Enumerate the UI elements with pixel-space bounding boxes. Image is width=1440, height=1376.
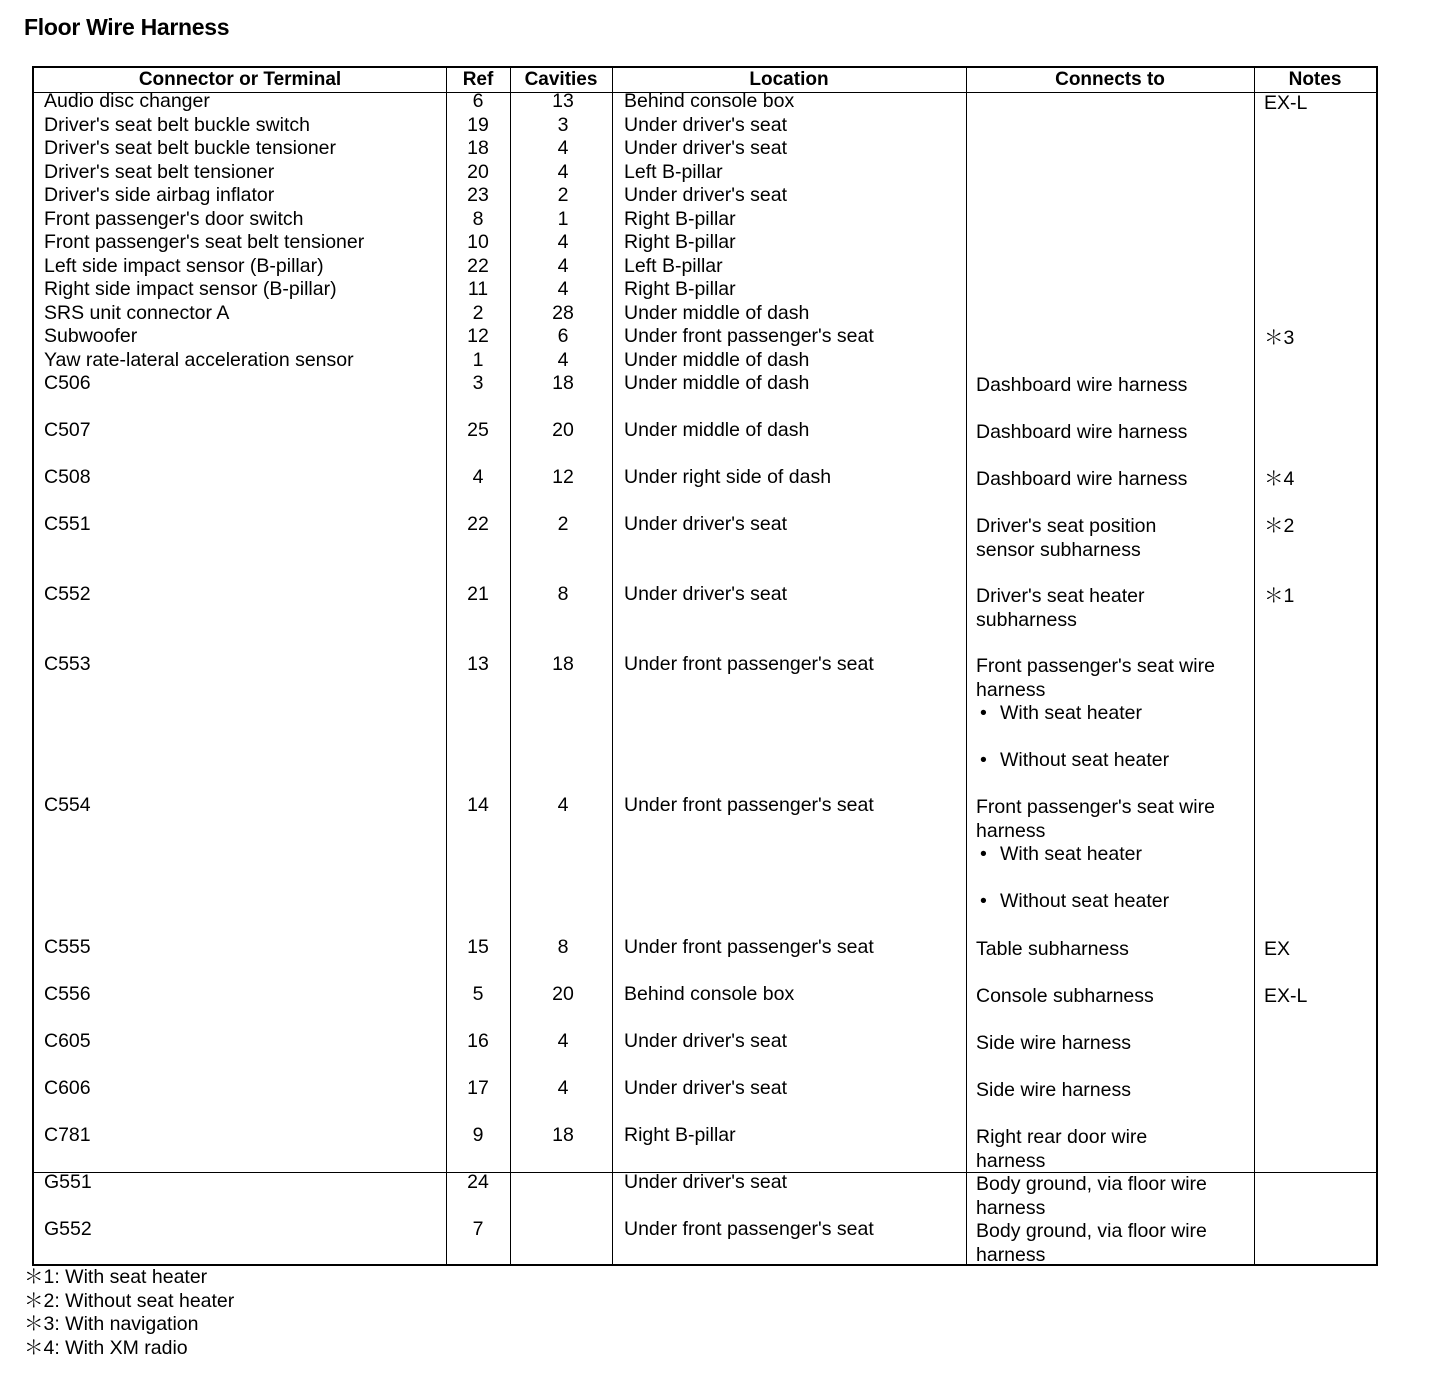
ref-number: 14 <box>467 794 489 816</box>
cavities-count: 4 <box>557 1077 569 1099</box>
connects-to: Body ground, via floor wire <box>976 1220 1207 1242</box>
location: Under front passenger's seat <box>624 325 874 347</box>
location: Under driver's seat <box>624 113 788 136</box>
connects-to: Front passenger's seat wire <box>976 796 1215 818</box>
ref-number: 18 <box>467 137 489 159</box>
bullet-with-seat-heater: With seat heater <box>1000 843 1142 865</box>
page-title: Floor Wire Harness <box>24 14 230 40</box>
location: Under driver's seat <box>624 137 788 159</box>
location: Under driver's seat <box>624 513 788 535</box>
location: Under middle of dash <box>624 419 810 441</box>
ref-number: 8 <box>472 207 484 230</box>
ref-number: 10 <box>467 231 489 253</box>
cavities-count: 1 <box>557 207 569 230</box>
header-cavities: Cavities <box>524 69 598 90</box>
ref-number: 15 <box>467 936 489 958</box>
cavities-count: 4 <box>557 254 569 277</box>
cavities-count: 18 <box>552 372 574 394</box>
connector-name: Subwoofer <box>44 325 138 347</box>
ref-number: 17 <box>467 1077 489 1099</box>
connects-to: Front passenger's seat wire <box>976 655 1215 677</box>
ref-number: 2 <box>472 301 484 324</box>
connects-to-line2: subharness <box>976 608 1077 631</box>
note: ＊3 <box>1264 327 1295 349</box>
ref-number: 16 <box>467 1030 489 1052</box>
location: Under driver's seat <box>624 184 788 206</box>
location: Left B-pillar <box>624 160 723 183</box>
header-location: Location <box>749 69 829 90</box>
connector-name: G551 <box>44 1171 92 1193</box>
ref-number: 1 <box>472 348 484 371</box>
cavities-count: 4 <box>557 348 569 371</box>
location: Right B-pillar <box>624 278 736 300</box>
connector-name: Audio disc changer <box>44 90 210 112</box>
connects-to: Side wire harness <box>976 1079 1131 1101</box>
connector-name: C508 <box>44 466 91 488</box>
ref-number: 21 <box>467 583 489 605</box>
cavities-count: 2 <box>557 513 569 535</box>
note: EX-L <box>1264 985 1308 1007</box>
note: EX <box>1264 938 1291 960</box>
bullet-icon: • <box>980 843 987 865</box>
note: ＊4 <box>1264 468 1295 490</box>
connector-name: C553 <box>44 653 91 675</box>
cavities-count: 4 <box>557 160 569 183</box>
connects-to-line2: harness <box>976 1243 1046 1266</box>
location: Behind console box <box>624 983 795 1005</box>
connects-to: Dashboard wire harness <box>976 374 1188 396</box>
connects-to: Console subharness <box>976 985 1154 1007</box>
connects-to: Driver's seat heater <box>976 585 1145 607</box>
connector-name: G552 <box>44 1218 92 1240</box>
connector-name: Right side impact sensor (B-pillar) <box>44 278 337 300</box>
cavities-count: 20 <box>552 983 574 1005</box>
header-notes: Notes <box>1288 69 1342 90</box>
connector-name: C556 <box>44 983 91 1005</box>
connects-to: Body ground, via floor wire <box>976 1173 1207 1195</box>
connects-to-line2: sensor subharness <box>976 538 1141 561</box>
ref-number: 9 <box>472 1124 484 1146</box>
location: Under front passenger's seat <box>624 936 874 958</box>
cavities-count: 18 <box>552 1124 574 1146</box>
bullet-without-seat-heater: Without seat heater <box>1000 890 1170 912</box>
header-connects-to: Connects to <box>1055 69 1165 90</box>
ref-number: 7 <box>472 1218 484 1240</box>
location: Under middle of dash <box>624 348 810 371</box>
cavities-count: 6 <box>557 325 569 347</box>
location: Under driver's seat <box>624 1030 788 1052</box>
connector-name: C606 <box>44 1077 91 1099</box>
connector-name: C554 <box>44 794 91 816</box>
header-ref: Ref <box>462 69 494 90</box>
column-divider <box>510 68 511 1264</box>
location: Under front passenger's seat <box>624 794 874 816</box>
footnote: ＊3: With navigation <box>24 1313 199 1335</box>
location: Under middle of dash <box>624 372 810 394</box>
location: Under driver's seat <box>624 1171 788 1193</box>
connects-to: Dashboard wire harness <box>976 421 1188 443</box>
ref-number: 12 <box>467 325 489 347</box>
ref-number: 24 <box>467 1171 489 1193</box>
connector-name: C506 <box>44 372 91 394</box>
harness-table <box>32 66 1378 1266</box>
cavities-count: 4 <box>557 137 569 159</box>
connects-to-line2: harness <box>976 1196 1046 1219</box>
connector-name: Driver's side airbag inflator <box>44 184 275 206</box>
ref-number: 20 <box>467 160 489 183</box>
column-divider <box>966 68 967 1264</box>
cavities-count: 12 <box>552 466 574 488</box>
connector-name: C555 <box>44 936 91 958</box>
connects-to: Right rear door wire <box>976 1126 1148 1148</box>
location: Left B-pillar <box>624 254 723 277</box>
bullet-icon: • <box>980 749 987 771</box>
connects-to: Table subharness <box>976 938 1129 960</box>
ref-number: 4 <box>472 466 484 488</box>
cavities-count: 4 <box>557 1030 569 1052</box>
connects-to-line2: harness <box>976 678 1046 701</box>
location: Right B-pillar <box>624 207 736 230</box>
location: Under driver's seat <box>624 583 788 605</box>
connector-name: Front passenger's seat belt tensioner <box>44 231 365 253</box>
location: Behind console box <box>624 90 795 112</box>
ref-number: 23 <box>467 184 489 206</box>
location: Under driver's seat <box>624 1077 788 1099</box>
ref-number: 5 <box>472 983 484 1005</box>
connector-name: Front passenger's door switch <box>44 207 304 230</box>
ref-number: 13 <box>467 653 489 675</box>
cavities-count: 4 <box>557 794 569 816</box>
bullet-icon: • <box>980 890 987 912</box>
cavities-count: 2 <box>557 184 569 206</box>
note: EX-L <box>1264 92 1308 114</box>
ref-number: 11 <box>467 278 489 300</box>
connector-name: Driver's seat belt buckle tensioner <box>44 137 337 159</box>
connects-to-line2: harness <box>976 819 1046 842</box>
location: Under front passenger's seat <box>624 653 874 675</box>
ref-number: 22 <box>467 513 489 535</box>
bullet-with-seat-heater: With seat heater <box>1000 702 1142 724</box>
location: Right B-pillar <box>624 1124 736 1146</box>
connector-name: Driver's seat belt tensioner <box>44 160 275 183</box>
connector-name: Driver's seat belt buckle switch <box>44 113 310 136</box>
cavities-count: 4 <box>557 231 569 253</box>
connector-name: Left side impact sensor (B-pillar) <box>44 254 324 277</box>
cavities-count: 13 <box>552 90 574 112</box>
connector-name: C552 <box>44 583 91 605</box>
connector-name: C551 <box>44 513 91 535</box>
cavities-count: 3 <box>557 113 569 136</box>
bullet-icon: • <box>980 702 987 724</box>
ref-number: 6 <box>472 90 484 112</box>
cavities-count: 8 <box>557 583 569 605</box>
connects-to: Driver's seat position <box>976 515 1157 537</box>
connector-name: C781 <box>44 1124 91 1146</box>
cavities-count: 18 <box>552 653 574 675</box>
ref-number: 22 <box>467 254 489 277</box>
location: Under right side of dash <box>624 466 832 488</box>
cavities-count: 28 <box>552 301 574 324</box>
footnote: ＊4: With XM radio <box>24 1336 188 1359</box>
column-divider <box>1254 68 1255 1264</box>
location: Right B-pillar <box>624 231 736 253</box>
ref-number: 25 <box>467 419 489 441</box>
connects-to: Dashboard wire harness <box>976 468 1188 490</box>
header-connector: Connector or Terminal <box>138 69 342 90</box>
cavities-count: 20 <box>552 419 574 441</box>
footnote: ＊1: With seat heater <box>24 1266 208 1288</box>
cavities-count: 8 <box>557 936 569 958</box>
footnote: ＊2: Without seat heater <box>24 1289 235 1312</box>
connector-name: C507 <box>44 419 91 441</box>
connector-name: C605 <box>44 1030 91 1052</box>
ref-number: 3 <box>472 372 484 394</box>
connector-name: SRS unit connector A <box>44 301 230 324</box>
bullet-without-seat-heater: Without seat heater <box>1000 749 1170 771</box>
location: Under front passenger's seat <box>624 1218 874 1240</box>
connects-to: Side wire harness <box>976 1032 1131 1054</box>
location: Under middle of dash <box>624 301 810 324</box>
connector-name: Yaw rate-lateral acceleration sensor <box>44 348 354 371</box>
note: ＊1 <box>1264 585 1295 607</box>
note: ＊2 <box>1264 515 1295 537</box>
connects-to-line2: harness <box>976 1149 1046 1172</box>
cavities-count: 4 <box>557 278 569 300</box>
ref-number: 19 <box>467 113 489 136</box>
